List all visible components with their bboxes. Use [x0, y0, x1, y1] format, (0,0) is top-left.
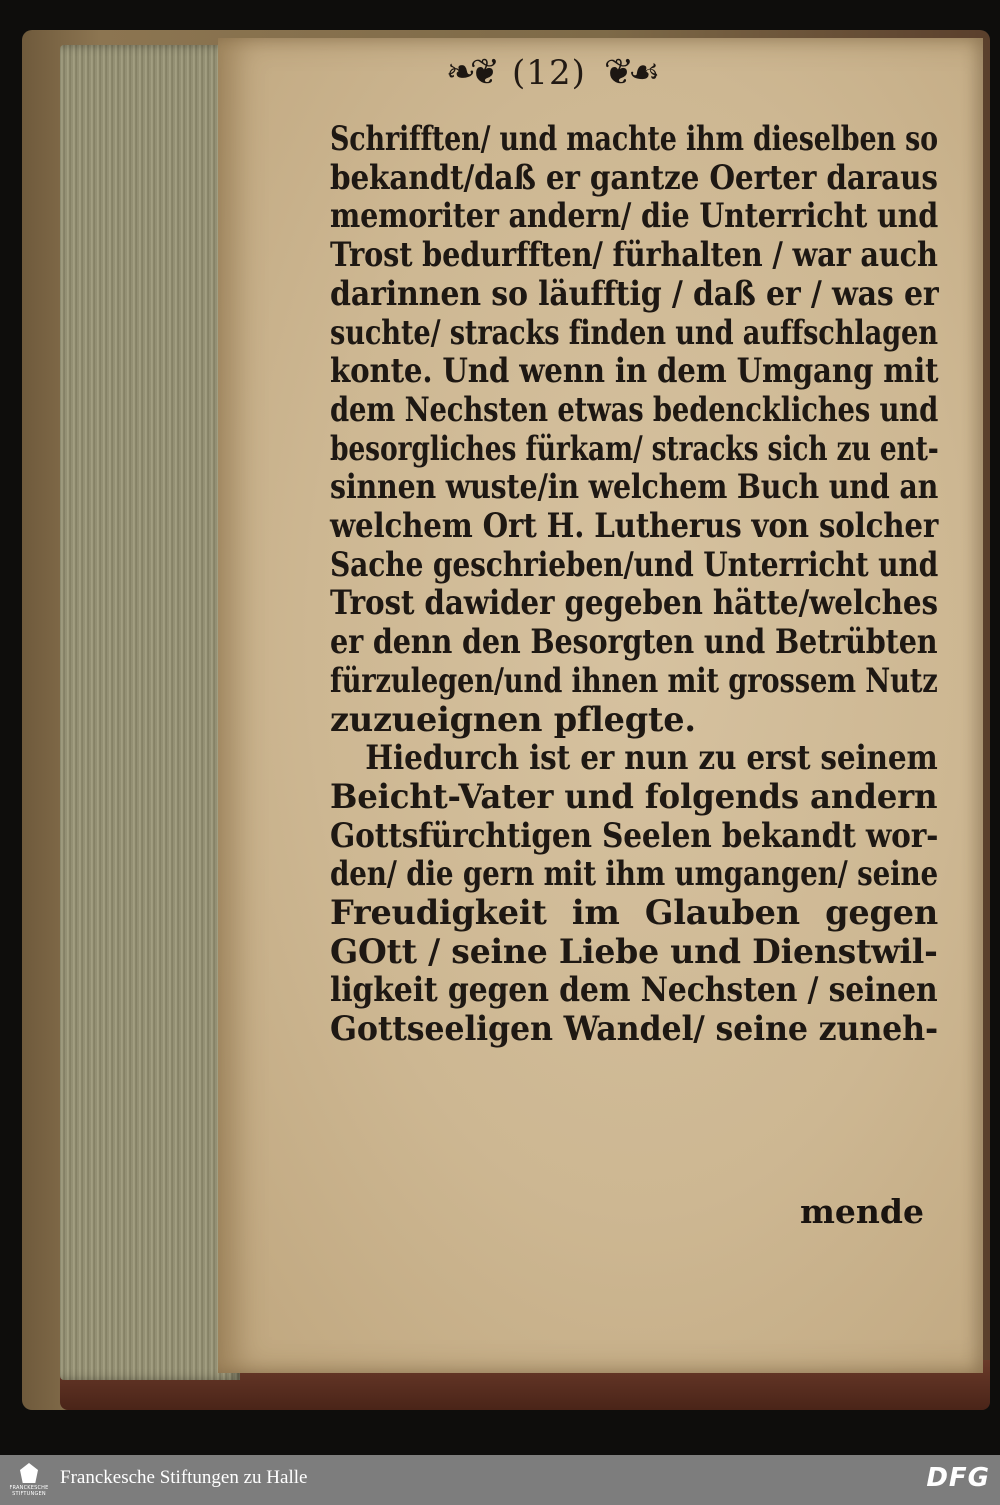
page-body-text — [330, 120, 938, 1049]
text-line: ligkeit gegen dem Nechsten / seinen — [330, 970, 938, 1010]
logo-text-line-2: STIFTUNGEN — [12, 1491, 46, 1497]
building-icon — [20, 1463, 38, 1483]
dfg-logo[interactable]: DFG — [926, 1463, 990, 1493]
text-line: sinnen wuste/in welchem Buch und an — [330, 467, 939, 507]
logo-text — [9, 1485, 48, 1497]
text-line: Trost bedurfften/ fürhalten / war auch — [330, 235, 938, 275]
text-line: er denn den Besorgten und Betrübten — [330, 622, 938, 662]
page-header — [300, 48, 800, 98]
logo-text-line-1: FRANCKESCHE — [9, 1485, 49, 1491]
text-line: fürzulegen/und ihnen mit grossem Nutz — [330, 660, 938, 700]
institution-link[interactable]: Franckesche Stiftungen zu Halle — [60, 1467, 308, 1488]
text-line: Hiedurch ist er nun zu erst seinem — [365, 738, 938, 778]
text-line: bekandt/daß er gantze Oerter daraus — [330, 157, 938, 197]
text-line: den/ die gern mit ihm umgangen/ seine — [330, 854, 939, 894]
text-line: konte. Und wenn in dem Umgang mit — [330, 351, 939, 391]
text-line: suchte/ stracks finden und auffschlagen — [330, 312, 938, 352]
text-line: Beicht-Vater und folgends andern — [330, 776, 938, 816]
ornament-left-icon: ❧❦ — [445, 52, 495, 93]
text-line: GOtt / seine Liebe und Dienstwil- — [330, 931, 938, 971]
text-line: darinnen so läufftig / daß er / was er — [330, 273, 939, 313]
page-number: (12) — [512, 53, 586, 93]
footer-bar — [0, 1455, 1000, 1505]
ornament-right-icon: ❦☙ — [603, 52, 655, 93]
text-line: Gottsfürchtigen Seelen bekandt wor- — [330, 815, 939, 855]
page-edges — [60, 45, 240, 1380]
text-line: Freudigkeit im Glauben gegen — [330, 893, 938, 933]
text-line: welchem Ort H. Lutherus von solcher — [330, 506, 939, 546]
franckesche-stiftungen-logo[interactable] — [8, 1459, 50, 1501]
text-line: besorgliches fürkam/ stracks sich zu ent- — [330, 428, 939, 468]
text-line: Schrifften/ und machte ihm dieselben so — [330, 119, 938, 158]
text-line: Gottseeligen Wandel/ seine zuneh- — [330, 1009, 938, 1049]
text-line: Trost dawider gegeben hätte/welches — [330, 583, 938, 623]
text-line: zuzueignen pflegte. — [330, 699, 696, 739]
catchword: mende — [800, 1192, 924, 1231]
text-line: memoriter andern/ die Unterricht und — [330, 196, 939, 236]
text-line: dem Nechsten etwas bedenckliches und — [330, 389, 939, 429]
text-line: Sache geschrieben/und Unterricht und — [330, 544, 939, 584]
